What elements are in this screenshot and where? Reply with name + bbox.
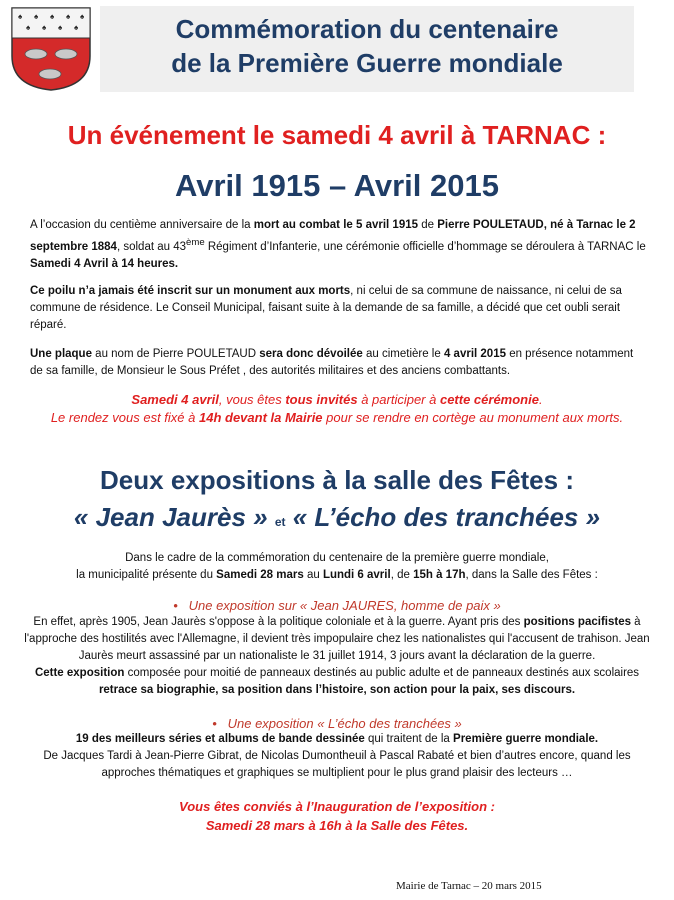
svg-text:♠: ♠ — [26, 23, 31, 32]
paragraph-monument: Ce poilu n’a jamais été inscrit sur un monument aux morts, ni celui de sa commune de naissance, ni celui de sa commune de résidence. Le Conseil Municipal, faisant suite à la demande de sa famille, a décidé que cet oubli serait réparé. — [30, 285, 622, 331]
paragraph-announcement: A l’occasion du centième anniversaire de la mort au combat le 5 avril 1915 de Pierre POULETAUD, né à Tarnac le 2 septembre 1884, soldat au 43ème Régiment d’Infanterie, une cérémonie officielle d’hommage se déroulera à TARNAC le Samedi 4 Avril à 14 heures. — [30, 219, 646, 270]
expo1-description: En effet, après 1905, Jean Jaurès s'oppose à la politique coloniale et à la guerre. Ayant pris des positions pacifistes à l'approche des hostilités avec l'Allemagne, il devient très impopulaire chez les nationalistes qui l'accusent de trahison. Jean Jaurès meurt assassiné par un nationaliste le 31 juillet 1914, 3 jours avant la déclaration de la guerre. Cette exposition composée pour moitié de panneaux destinés au public adulte et de panneaux destinés aux scolaires retrace sa biographie, sa position dans l’histoire, son action pour la paix, ses discours. — [24, 616, 650, 696]
bullet-icon: • — [212, 716, 228, 731]
svg-text:♠: ♠ — [50, 12, 55, 21]
paragraph-plaque: Une plaque au nom de Pierre POULETAUD sera donc dévoilée au cimetière le 4 avril 2015 en présence notamment de sa famille, de Monsieur le Sous Préfet , des autorités militaires et des anciens combattants. — [30, 348, 634, 377]
expositions-subheading — [0, 502, 674, 533]
invitation-line-2: Le rendez vous est fixé à 14h devant la Mairie pour se rendre en cortège au monument aux morts. — [50, 410, 624, 425]
event-headline: Un événement le samedi 4 avril à TARNAC : — [67, 120, 607, 150]
title-line-2: de la Première Guerre mondiale — [171, 48, 563, 78]
bullet-icon: • — [173, 598, 189, 613]
svg-text:♠: ♠ — [66, 12, 71, 21]
expo-title-et: et — [274, 515, 286, 529]
svg-text:♠: ♠ — [18, 12, 23, 21]
inauguration-line-2: Samedi 28 mars à 16h à la Salle des Fêtes. — [205, 818, 469, 833]
svg-text:♠: ♠ — [58, 23, 63, 32]
expo-title-echo: « L’écho des tranchées » — [292, 502, 601, 532]
inauguration-line-1: Vous êtes conviés à l’Inauguration de l’exposition : — [179, 799, 495, 814]
event-dates: Avril 1915 – Avril 2015 — [174, 168, 499, 203]
title-banner — [100, 6, 634, 92]
expo2-description: 19 des meilleurs séries et albums de bande dessinée qui traitent de la Première guerre mondiale. De Jacques Tardi à Jean-Pierre Gibrat, de Nicolas Dumontheuil à Pascal Rabaté et bien d’autres encore, quand les approches thématiques et graphiques se multiplient pour le plus grand plaisir des lecteurs … — [43, 733, 631, 779]
footer-signature: Mairie de Tarnac – 20 mars 2015 — [396, 880, 542, 892]
svg-text:♠: ♠ — [34, 12, 39, 21]
expositions-intro: Dans le cadre de la commémoration du centenaire de la première guerre mondiale, la municipalité présente du Samedi 28 mars au Lundi 6 avril, de 15h à 17h, dans la Salle des Fêtes : — [76, 552, 598, 581]
expo1-title: • Une exposition sur « Jean JAURES, homme de paix » — [173, 598, 501, 613]
invitation-line-1: Samedi 4 avril, vous êtes tous invités à participer à cette cérémonie. — [131, 392, 543, 407]
svg-text:♠: ♠ — [42, 23, 47, 32]
title-line-1: Commémoration du centenaire — [175, 14, 559, 44]
expo-title-jaures: « Jean Jaurès » — [73, 502, 268, 532]
expositions-heading: Deux expositions à la salle des Fêtes : — [100, 465, 574, 495]
svg-text:♠: ♠ — [80, 12, 85, 21]
coat-of-arms-icon — [10, 6, 92, 92]
expo2-title: • Une exposition « L’écho des tranchées » — [212, 716, 462, 731]
svg-text:♠: ♠ — [74, 23, 79, 32]
